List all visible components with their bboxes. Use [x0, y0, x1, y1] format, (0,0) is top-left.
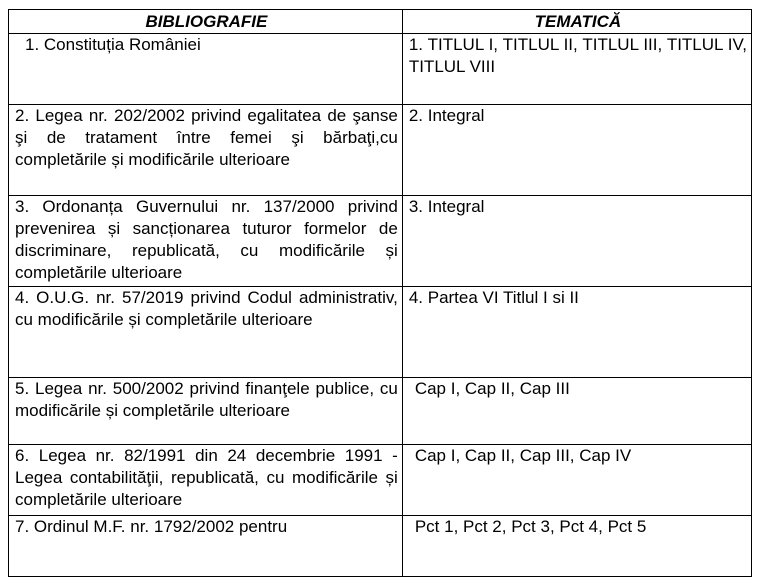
tematica-cell: 2. Integral	[402, 105, 751, 196]
bibliografie-cell: 5. Legea nr. 500/2002 privind finanţele publice, cu modificările și completările ulterioare	[9, 378, 403, 445]
bibliografie-cell: 2. Legea nr. 202/2002 privind egalitatea de şanse şi de tratament între femei şi bărbaţi,cu completările și modificările ulterioare	[9, 105, 403, 196]
tematica-cell: Cap I, Cap II, Cap III, Cap IV	[402, 445, 751, 516]
bibliography-table	[8, 9, 752, 577]
tematica-cell: Cap I, Cap II, Cap III	[402, 378, 751, 445]
bibliografie-cell: 7. Ordinul M.F. nr. 1792/2002 pentru	[9, 516, 403, 577]
table-row	[9, 34, 752, 105]
table-row	[9, 105, 752, 196]
header-bibliografie: BIBLIOGRAFIE	[9, 10, 403, 34]
table-row	[9, 445, 752, 516]
header-tematica: TEMATICĂ	[402, 10, 751, 34]
tematica-cell: Pct 1, Pct 2, Pct 3, Pct 4, Pct 5	[402, 516, 751, 577]
table-row	[9, 378, 752, 445]
bibliografie-cell: 4. O.U.G. nr. 57/2019 privind Codul administrativ, cu modificările și completările ulterioare	[9, 287, 403, 378]
tematica-cell: 1. TITLUL I, TITLUL II, TITLUL III, TITLUL IV, TITLUL VIII	[402, 34, 751, 105]
bibliografie-cell: 6. Legea nr. 82/1991 din 24 decembrie 1991 - Legea contabilităţii, republicată, cu modificările și completările ulterioare	[9, 445, 403, 516]
bibliografie-cell: 3. Ordonanța Guvernului nr. 137/2000 privind prevenirea și sancționarea tuturor formelor de discriminare, republicată, cu modificările și completările ulterioare	[9, 196, 403, 287]
table-row	[9, 287, 752, 378]
bibliografie-cell: 1. Constituția României	[9, 34, 403, 105]
table-row	[9, 516, 752, 577]
tematica-cell: 4. Partea VI Titlul I si II	[402, 287, 751, 378]
table-header-row	[9, 10, 752, 34]
table-row	[9, 196, 752, 287]
tematica-cell: 3. Integral	[402, 196, 751, 287]
